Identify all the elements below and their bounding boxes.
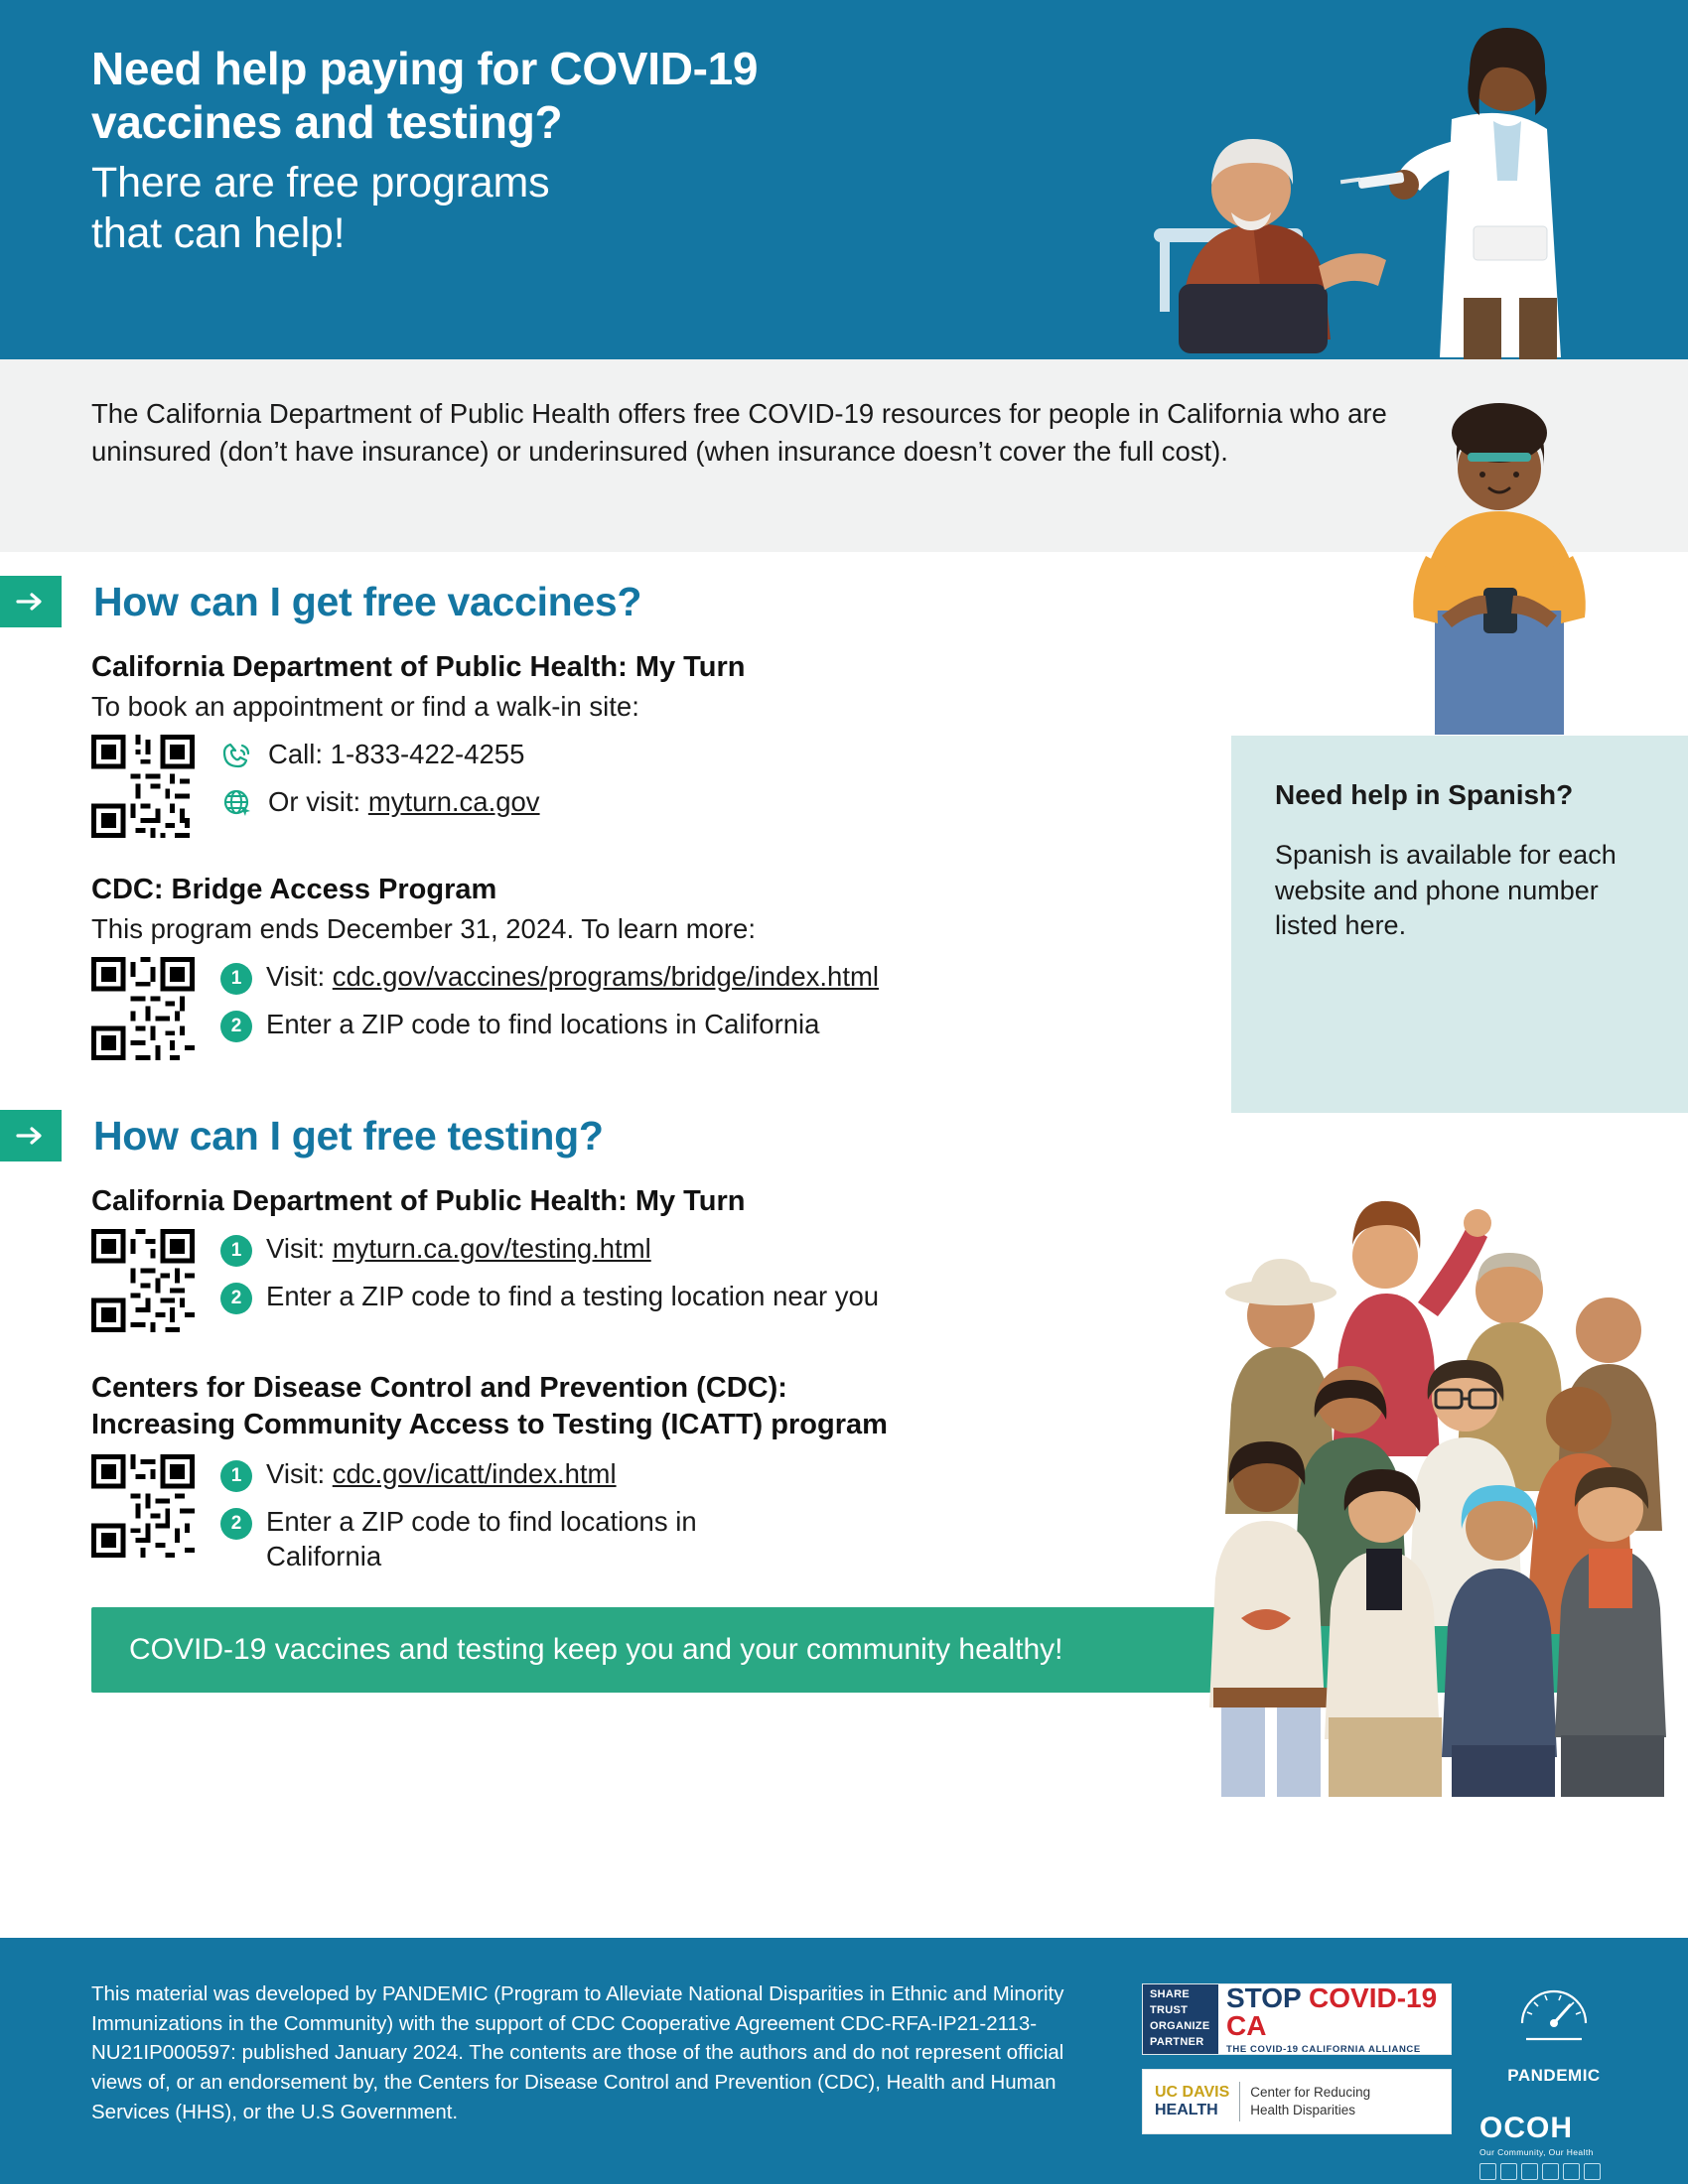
stop-covid-wordmark — [1226, 1981, 1451, 2041]
numbered-step — [220, 1279, 879, 1314]
vaccination-illustration — [1124, 0, 1630, 359]
ocoh-tagline: Our Community, Our Health — [1479, 2147, 1594, 2157]
crhd-name — [1250, 2084, 1370, 2118]
arrow-right-icon — [0, 576, 62, 627]
phone-text: Call: 1-833-422-4255 — [268, 739, 525, 769]
stop-covid-tagline: THE COVID-19 CALIFORNIA ALLIANCE — [1226, 2043, 1421, 2055]
step-number: 2 — [220, 1508, 252, 1540]
step-number: 1 — [220, 1235, 252, 1267]
footer — [0, 1938, 1688, 2184]
program-subtitle: This program ends December 31, 2024. To learn more: — [91, 913, 756, 945]
footer-logos — [1142, 1979, 1628, 2184]
qr-code-myturn-testing[interactable] — [91, 1229, 195, 1332]
link-cdc-icatt[interactable]: cdc.gov/icatt/index.html — [332, 1457, 617, 1489]
ocoh-icon-row — [1479, 2163, 1628, 2180]
globe-icon — [220, 786, 254, 820]
link-cdc-bridge[interactable]: cdc.gov/vaccines/programs/bridge/index.html — [332, 961, 880, 992]
step-text: Visit: cdc.gov/icatt/index.html — [266, 1457, 617, 1489]
ocoh-icon-3 — [1521, 2163, 1538, 2180]
program-title: California Department of Public Health: My Turn — [91, 651, 746, 683]
ucdavis-line1: UC DAVIS — [1155, 2084, 1230, 2102]
ocoh-icon-6 — [1584, 2163, 1601, 2180]
spanish-help-box — [1231, 736, 1688, 1113]
program-subtitle: To book an appointment or find a walk-in site: — [91, 691, 639, 723]
section-testing-title: How can I get free testing? — [93, 1112, 604, 1159]
numbered-step — [220, 1456, 802, 1492]
pandemic-logo — [1479, 1983, 1628, 2086]
header-banner — [0, 0, 1688, 359]
healthy-community-banner: COVID-19 vaccines and testing keep you and your community healthy! — [91, 1607, 1597, 1693]
page-subtitle-line1: There are free programs — [91, 158, 550, 206]
spanish-help-title: Need help in Spanish? — [1275, 779, 1574, 810]
ocoh-icon-5 — [1563, 2163, 1580, 2180]
page-title — [91, 42, 1084, 150]
numbered-step — [220, 1231, 879, 1267]
ocoh-name: OCOH — [1479, 2112, 1573, 2144]
program-title: California Department of Public Health: My Turn — [91, 1185, 746, 1217]
ocoh-icon-1 — [1479, 2163, 1496, 2180]
page-title-line2: vaccines and testing? — [91, 96, 563, 149]
ocoh-icon-4 — [1542, 2163, 1559, 2180]
link-myturn[interactable]: myturn.ca.gov — [367, 786, 540, 817]
intro-text: The California Department of Public Health offers free COVID-19 resources for people in California who are uninsured (don’t have insurance) or underinsured (when insurance doesn’t cover the full cost). — [91, 398, 1387, 467]
uc-davis-name — [1155, 2084, 1229, 2118]
numbered-step — [220, 959, 879, 995]
spanish-help-body: Spanish is available for each website and phone number listed here. — [1275, 840, 1617, 941]
step-text: Visit: cdc.gov/vaccines/programs/bridge/index.html — [266, 961, 880, 992]
step-number: 1 — [220, 963, 252, 995]
contact-line-website — [220, 784, 540, 820]
ucdavis-line2: HEALTH — [1155, 2102, 1218, 2118]
footer-disclaimer: This material was developed by PANDEMIC (Program to Alleviate National Disparities in Ethnic and Minority Immunizations in the Community) with the support of CDC Cooperative Agreement CDC-RFA-IP21-2113-NU21IP000597: published January 2024. The contents are those of the authors and do not represent official views of, or an endorsement by, the Centers for Disease Control and Prevention (CDC), Health and Human Services (HHS), or the U.S Government. — [91, 1982, 1064, 2123]
contact-line-phone — [220, 737, 540, 772]
page-title-line1: Need help paying for COVID-19 — [91, 43, 759, 94]
logo-divider — [1239, 2082, 1240, 2121]
arrow-right-icon — [0, 1110, 62, 1161]
step-number: 1 — [220, 1460, 252, 1492]
page-subtitle — [91, 158, 1084, 260]
numbered-step — [220, 1504, 802, 1573]
qr-code-myturn-vaccines[interactable] — [91, 735, 195, 838]
page-subtitle-line2: that can help! — [91, 209, 346, 258]
link-myturn-testing[interactable]: myturn.ca.gov/testing.html — [332, 1233, 651, 1265]
step-number: 2 — [220, 1283, 252, 1314]
person-with-phone-illustration — [1380, 397, 1638, 735]
step-text: Enter a ZIP code to find locations in California — [266, 1009, 820, 1039]
program-title: Centers for Disease Control and Prevention (CDC): Increasing Community Access to Testing (ICATT) program — [91, 1372, 888, 1440]
step-text: Enter a ZIP code to find locations in California — [266, 1505, 697, 1571]
pandemic-name: PANDEMIC — [1507, 2066, 1601, 2085]
website-text: Or visit: myturn.ca.gov — [268, 786, 540, 817]
program-title: CDC: Bridge Access Program — [91, 874, 497, 905]
crhd-line2: Health Disparities — [1250, 2103, 1356, 2117]
stop-covid-ca-logo — [1142, 1983, 1452, 2055]
qr-code-icatt[interactable] — [91, 1454, 195, 1558]
section-vaccines-title: How can I get free vaccines? — [93, 578, 642, 624]
crhd-line1: Center for Reducing — [1250, 2085, 1371, 2101]
community-group-illustration — [1172, 1152, 1688, 1797]
stop-covid-left-words: SHARE TRUST ORGANIZE PARTNER — [1143, 1984, 1218, 2054]
covid-word: COVID-19 CA — [1226, 1981, 1438, 2041]
step-text: Visit: myturn.ca.gov/testing.html — [266, 1233, 651, 1265]
stop-word: STOP — [1226, 1981, 1302, 2013]
ocoh-logo — [1479, 2112, 1628, 2180]
phone-icon — [220, 739, 254, 772]
pandemic-mark-icon — [1514, 1983, 1594, 2055]
uc-davis-health-logo — [1142, 2069, 1452, 2134]
ocoh-icon-2 — [1500, 2163, 1517, 2180]
step-number: 2 — [220, 1011, 252, 1042]
qr-code-bridge-access[interactable] — [91, 957, 195, 1060]
numbered-step — [220, 1007, 879, 1042]
step-text: Enter a ZIP code to find a testing location near you — [266, 1281, 880, 1312]
